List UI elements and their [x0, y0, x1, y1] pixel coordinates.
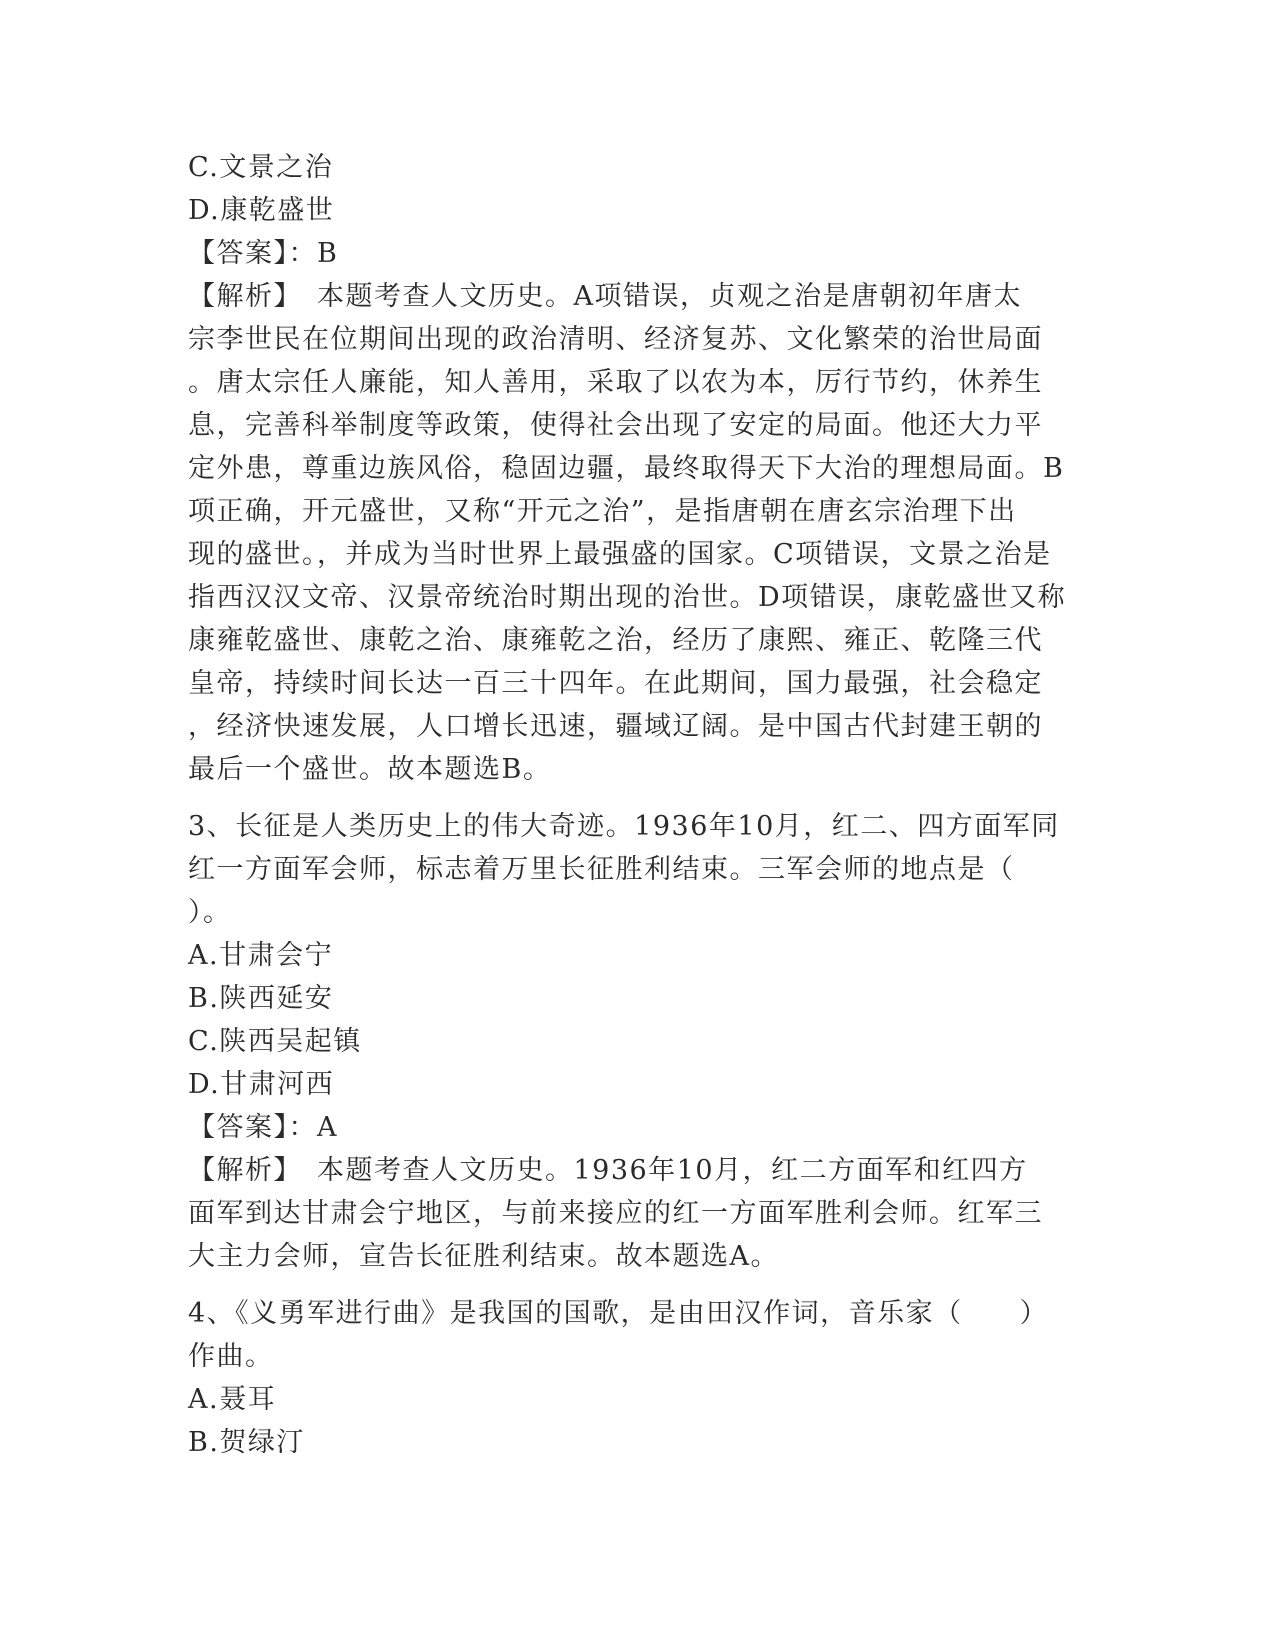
question-3	[188, 805, 1088, 1278]
analysis-line: 皇帝，持续时间长达一百三十四年。在此期间，国力最强，社会稳定	[188, 668, 1043, 699]
answer-line: 【答案】：B	[188, 238, 339, 269]
option-a: A.聂耳	[188, 1384, 277, 1415]
question-stem-line: 红一方面军会师，标志着万里长征胜利结束。三军会师的地点是（	[188, 854, 1015, 885]
analysis-line: 息，完善科举制度等政策，使得社会出现了安定的局面。他还大力平	[188, 410, 1043, 441]
question-stem-line: ）。	[188, 897, 232, 928]
analysis-line: 大主力会师，宣告长征胜利结束。故本题选A。	[188, 1241, 779, 1272]
option-a: A.甘肃会宁	[188, 940, 334, 971]
analysis-line: 。唐太宗任人廉能，知人善用，采取了以农为本，厉行节约，休养生	[188, 367, 1043, 398]
question-2-continuation	[188, 146, 1088, 791]
option-d: D.甘肃河西	[188, 1069, 335, 1100]
option-d: D.康乾盛世	[188, 195, 335, 226]
analysis-line: 项正确，开元盛世，又称“开元之治”，是指唐朝在唐玄宗治理下出	[188, 496, 1017, 527]
option-b: B.贺绿汀	[188, 1427, 305, 1458]
analysis-line: 【解析】 本题考查人文历史。1936年10月，红二方面军和红四方	[188, 1155, 1028, 1186]
analysis-line: 指西汉汉文帝、汉景帝统治时期出现的治世。D项错误，康乾盛世又称	[188, 582, 1067, 613]
analysis-line: 宗李世民在位期间出现的政治清明、经济复苏、文化繁荣的治世局面	[188, 324, 1043, 355]
analysis-line: 最后一个盛世。故本题选B。	[188, 754, 552, 785]
analysis-line: 现的盛世。，并成为当时世界上最强盛的国家。C项错误，文景之治是	[188, 539, 1052, 570]
analysis-block	[188, 275, 1088, 791]
question-stem-line: 3、长征是人类历史上的伟大奇迹。1936年10月，红二、四方面军同	[188, 811, 1060, 842]
question-4	[188, 1292, 1088, 1464]
option-c: C.陕西吴起镇	[188, 1026, 362, 1057]
analysis-line: 面军到达甘肃会宁地区，与前来接应的红一方面军胜利会师。红军三	[188, 1198, 1043, 1229]
analysis-line: 康雍乾盛世、康乾之治、康雍乾之治，经历了康熙、雍正、乾隆三代	[188, 625, 1043, 656]
option-c: C.文景之治	[188, 152, 334, 183]
answer-line: 【答案】：A	[188, 1112, 338, 1143]
analysis-block	[188, 1149, 1088, 1278]
analysis-line: 【解析】 本题考查人文历史。A项错误，贞观之治是唐朝初年唐太	[188, 281, 1022, 312]
question-stem-line: 4、《义勇军进行曲》是我国的国歌，是由田汉作词，音乐家（ ）	[188, 1298, 1049, 1329]
question-stem-line: 作曲。	[188, 1341, 274, 1372]
analysis-line: 定外患，尊重边族风俗，稳固边疆，最终取得天下大治的理想局面。B	[188, 453, 1065, 484]
paragraph-gap	[188, 791, 1088, 805]
option-b: B.陕西延安	[188, 983, 334, 1014]
document-page	[188, 146, 1088, 1464]
paragraph-gap	[188, 1278, 1088, 1292]
analysis-line: ，经济快速发展，人口增长迅速，疆域辽阔。是中国古代封建王朝的	[188, 711, 1043, 742]
